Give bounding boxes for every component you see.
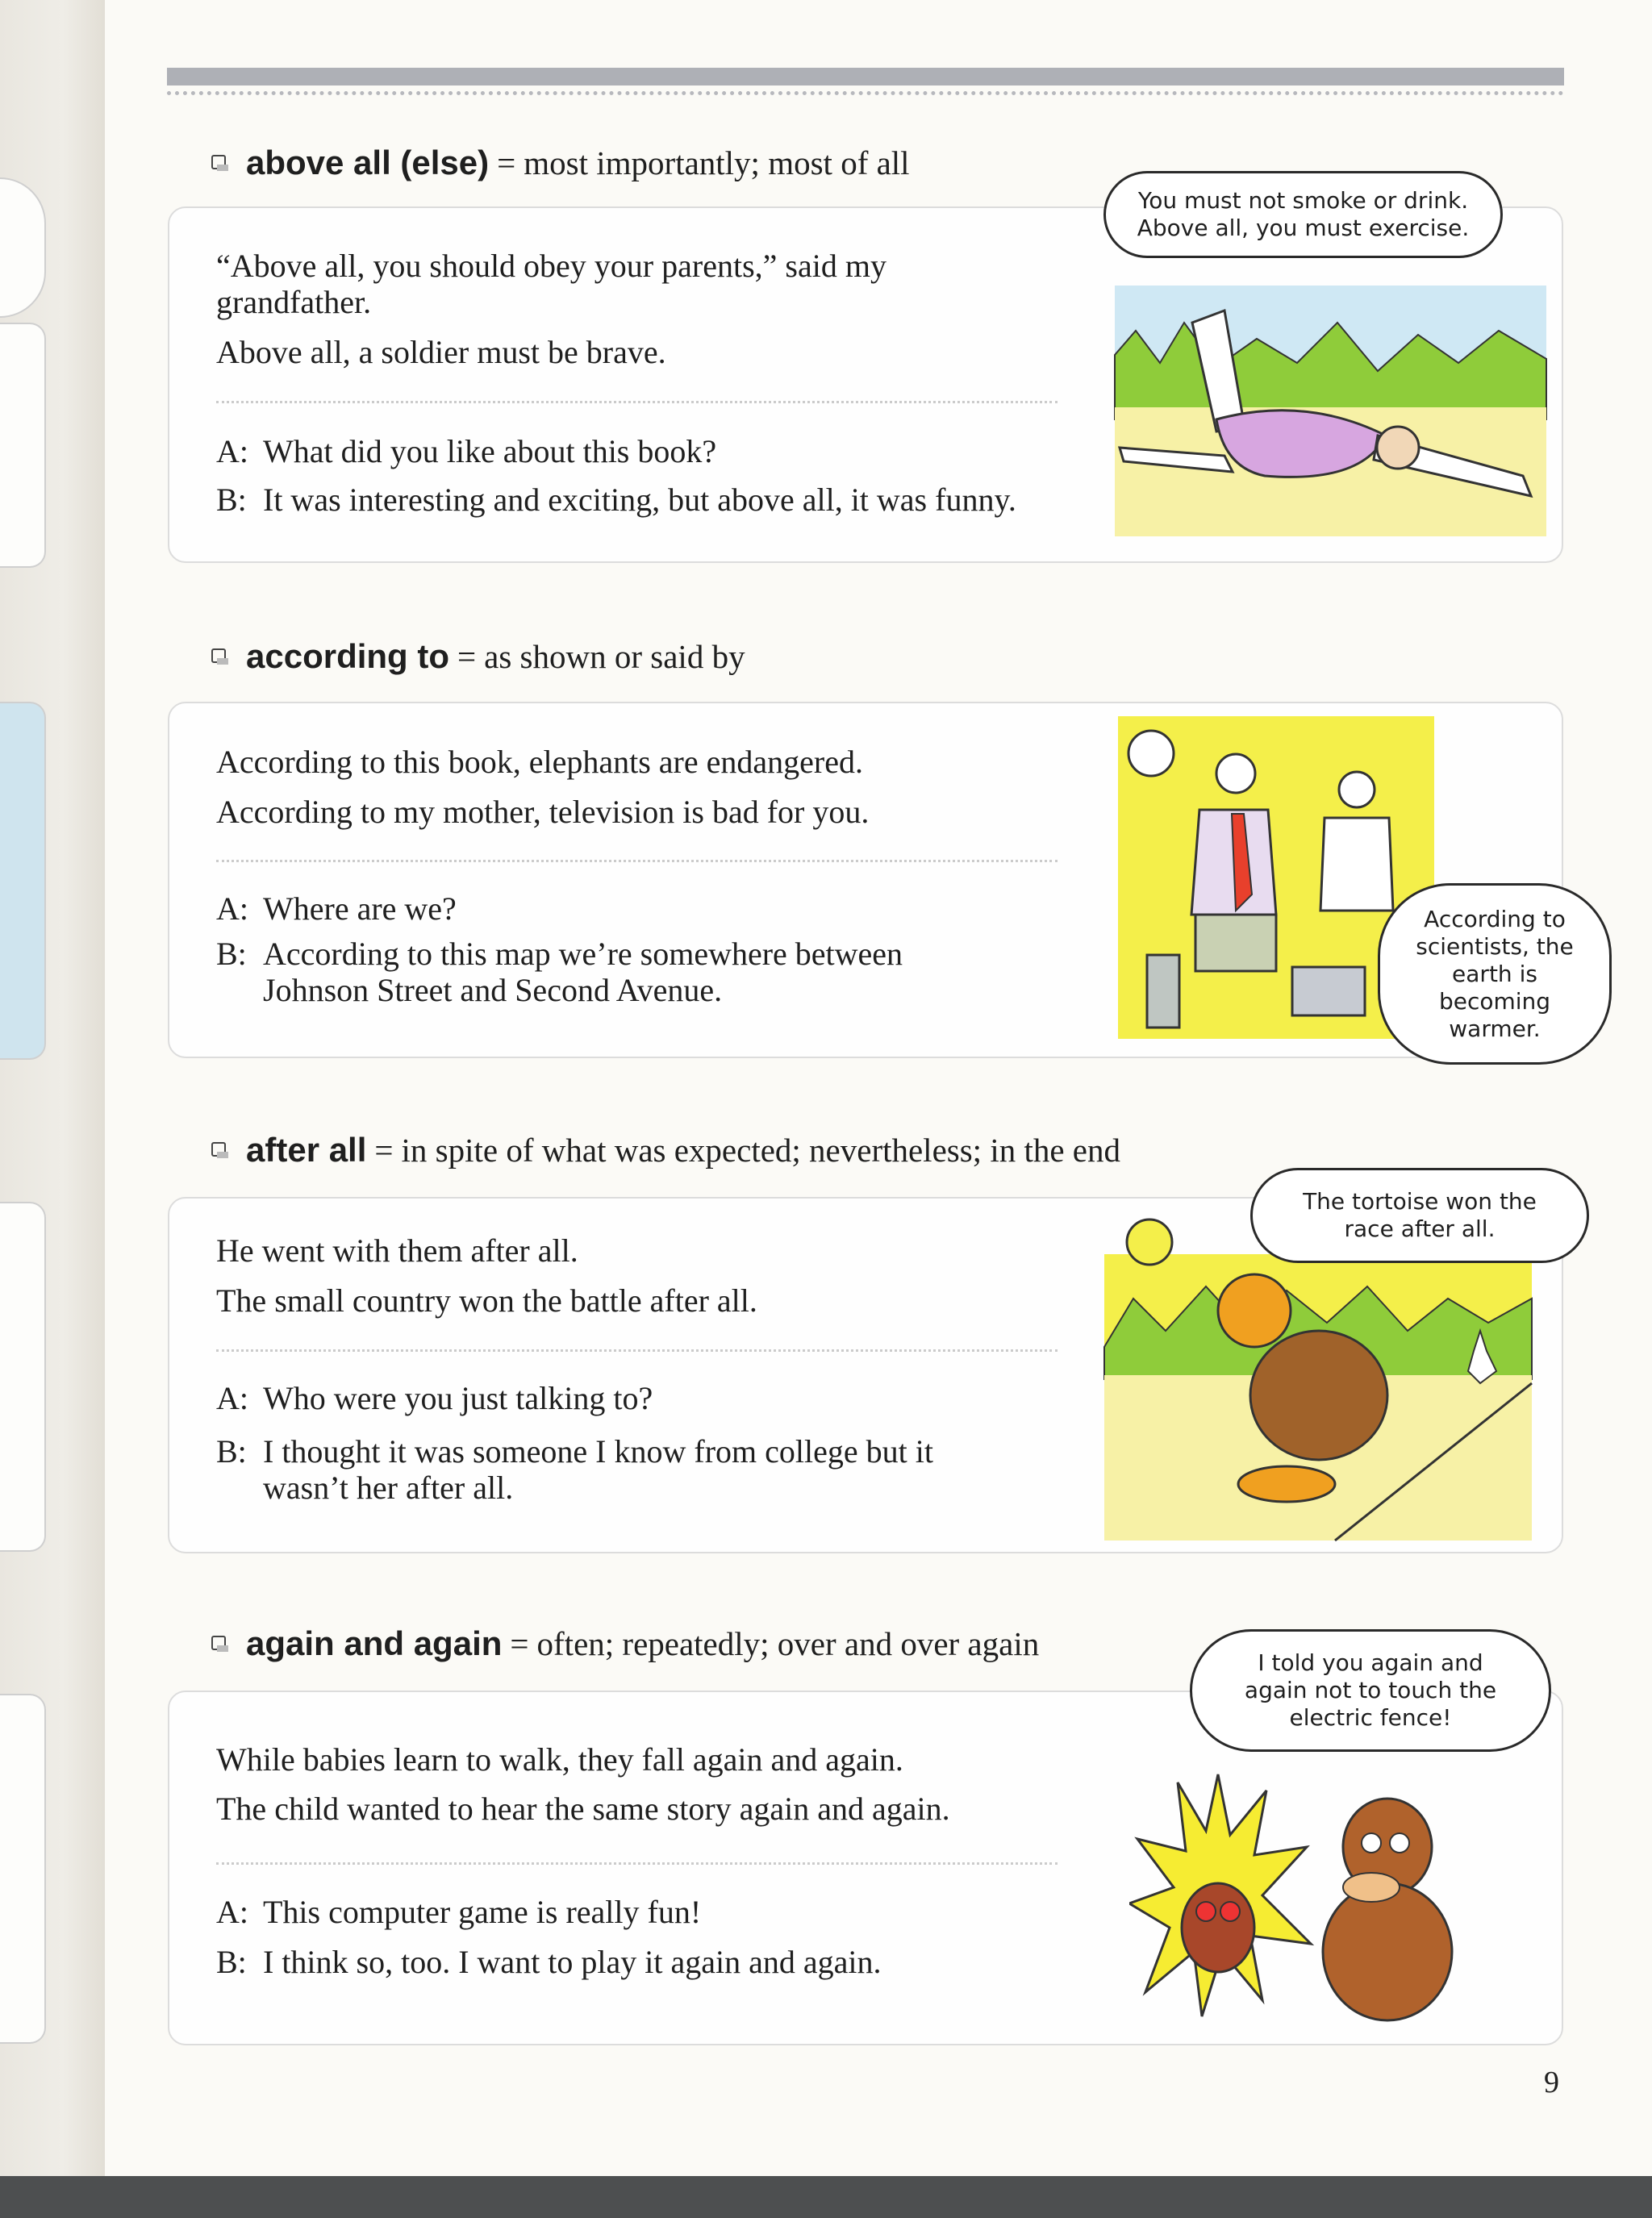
- example-sentence: According to this book, elephants are endangered.: [216, 744, 863, 780]
- speech-bubble: You must not smoke or drink. Above all, you must exercise.: [1103, 171, 1503, 258]
- dialogue-line: A: Where are we?: [216, 890, 457, 927]
- example-sentence: The child wanted to hear the same story again and again.: [216, 1791, 950, 1827]
- entry-definition: in spite of what was expected; nevertheless; in the end: [401, 1132, 1121, 1169]
- speech-bubble: According to scientists, the earth is becoming warmer.: [1378, 883, 1612, 1065]
- dialogue-line: A: What did you like about this book?: [216, 433, 717, 469]
- dialogue-line: B: I think so, too. I want to play it again and again.: [216, 1944, 882, 1980]
- dialogue-line: wasn’t her after all.: [263, 1470, 514, 1506]
- man-lying-on-ground-illustration: [1103, 274, 1563, 548]
- entry-heading: according to = as shown or said by: [214, 637, 745, 676]
- header-dotted-rule: [167, 91, 1564, 95]
- entry-definition: often; repeatedly; over and over again: [536, 1625, 1040, 1662]
- entry-phrase: after all: [246, 1131, 367, 1169]
- entry-heading: above all (else) = most importantly; most of all: [214, 144, 910, 182]
- example-sentence: According to my mother, television is bad for you.: [216, 794, 870, 830]
- neighbour-page-bubble: [0, 177, 46, 318]
- electrocuted-creature-illustration: [1129, 1758, 1500, 2032]
- entry-phrase: above all (else): [246, 144, 490, 181]
- speech-bubble: The tortoise won the race after all.: [1250, 1168, 1589, 1263]
- checkbox-icon: [211, 1142, 226, 1157]
- entry-phrase: according to: [246, 637, 450, 675]
- example-sentence: “Above all, you should obey your parents,” said my: [216, 248, 886, 284]
- speech-bubble: I told you again and again not to touch the electric fence!: [1190, 1629, 1551, 1752]
- dotted-divider: [216, 1349, 1058, 1352]
- page-gutter: [0, 0, 105, 2178]
- example-sentence: The small country won the battle after all.: [216, 1282, 757, 1319]
- neighbour-page-box: [0, 323, 46, 568]
- scan-bottom-edge: [0, 2176, 1652, 2218]
- dotted-divider: [216, 1862, 1058, 1865]
- checkbox-icon: [211, 155, 226, 169]
- dotted-divider: [216, 401, 1058, 403]
- example-sentence: While babies learn to walk, they fall again and again.: [216, 1741, 903, 1778]
- neighbour-page-box: [0, 1694, 46, 2044]
- entry-definition: as shown or said by: [484, 638, 745, 675]
- entry-heading: after all = in spite of what was expected; nevertheless; in the end: [214, 1131, 1120, 1169]
- dotted-divider: [216, 860, 1058, 862]
- header-bar: [167, 68, 1564, 85]
- dialogue-line: A: This computer game is really fun!: [216, 1894, 702, 1930]
- entry-definition: most importantly; most of all: [524, 144, 910, 181]
- dialogue-line: B: I thought it was someone I know from college but it: [216, 1433, 933, 1470]
- example-sentence: Above all, a soldier must be brave.: [216, 334, 666, 370]
- neighbour-page-box: [0, 1202, 46, 1552]
- neighbour-page-box: [0, 702, 46, 1060]
- checkbox-icon: [211, 1636, 226, 1650]
- dialogue-line: B: It was interesting and exciting, but above all, it was funny.: [216, 482, 1016, 518]
- dialogue-line: A: Who were you just talking to?: [216, 1380, 653, 1416]
- page-number: 9: [1544, 2066, 1559, 2099]
- example-sentence: He went with them after all.: [216, 1232, 578, 1269]
- dialogue-line: Johnson Street and Second Avenue.: [263, 972, 723, 1008]
- checkbox-icon: [211, 648, 226, 663]
- entry-phrase: again and again: [246, 1624, 503, 1662]
- entry-heading: again and again = often; repeatedly; over and over again: [214, 1624, 1039, 1663]
- dialogue-line: B: According to this map we’re somewhere between: [216, 936, 903, 972]
- example-sentence: grandfather.: [216, 284, 372, 320]
